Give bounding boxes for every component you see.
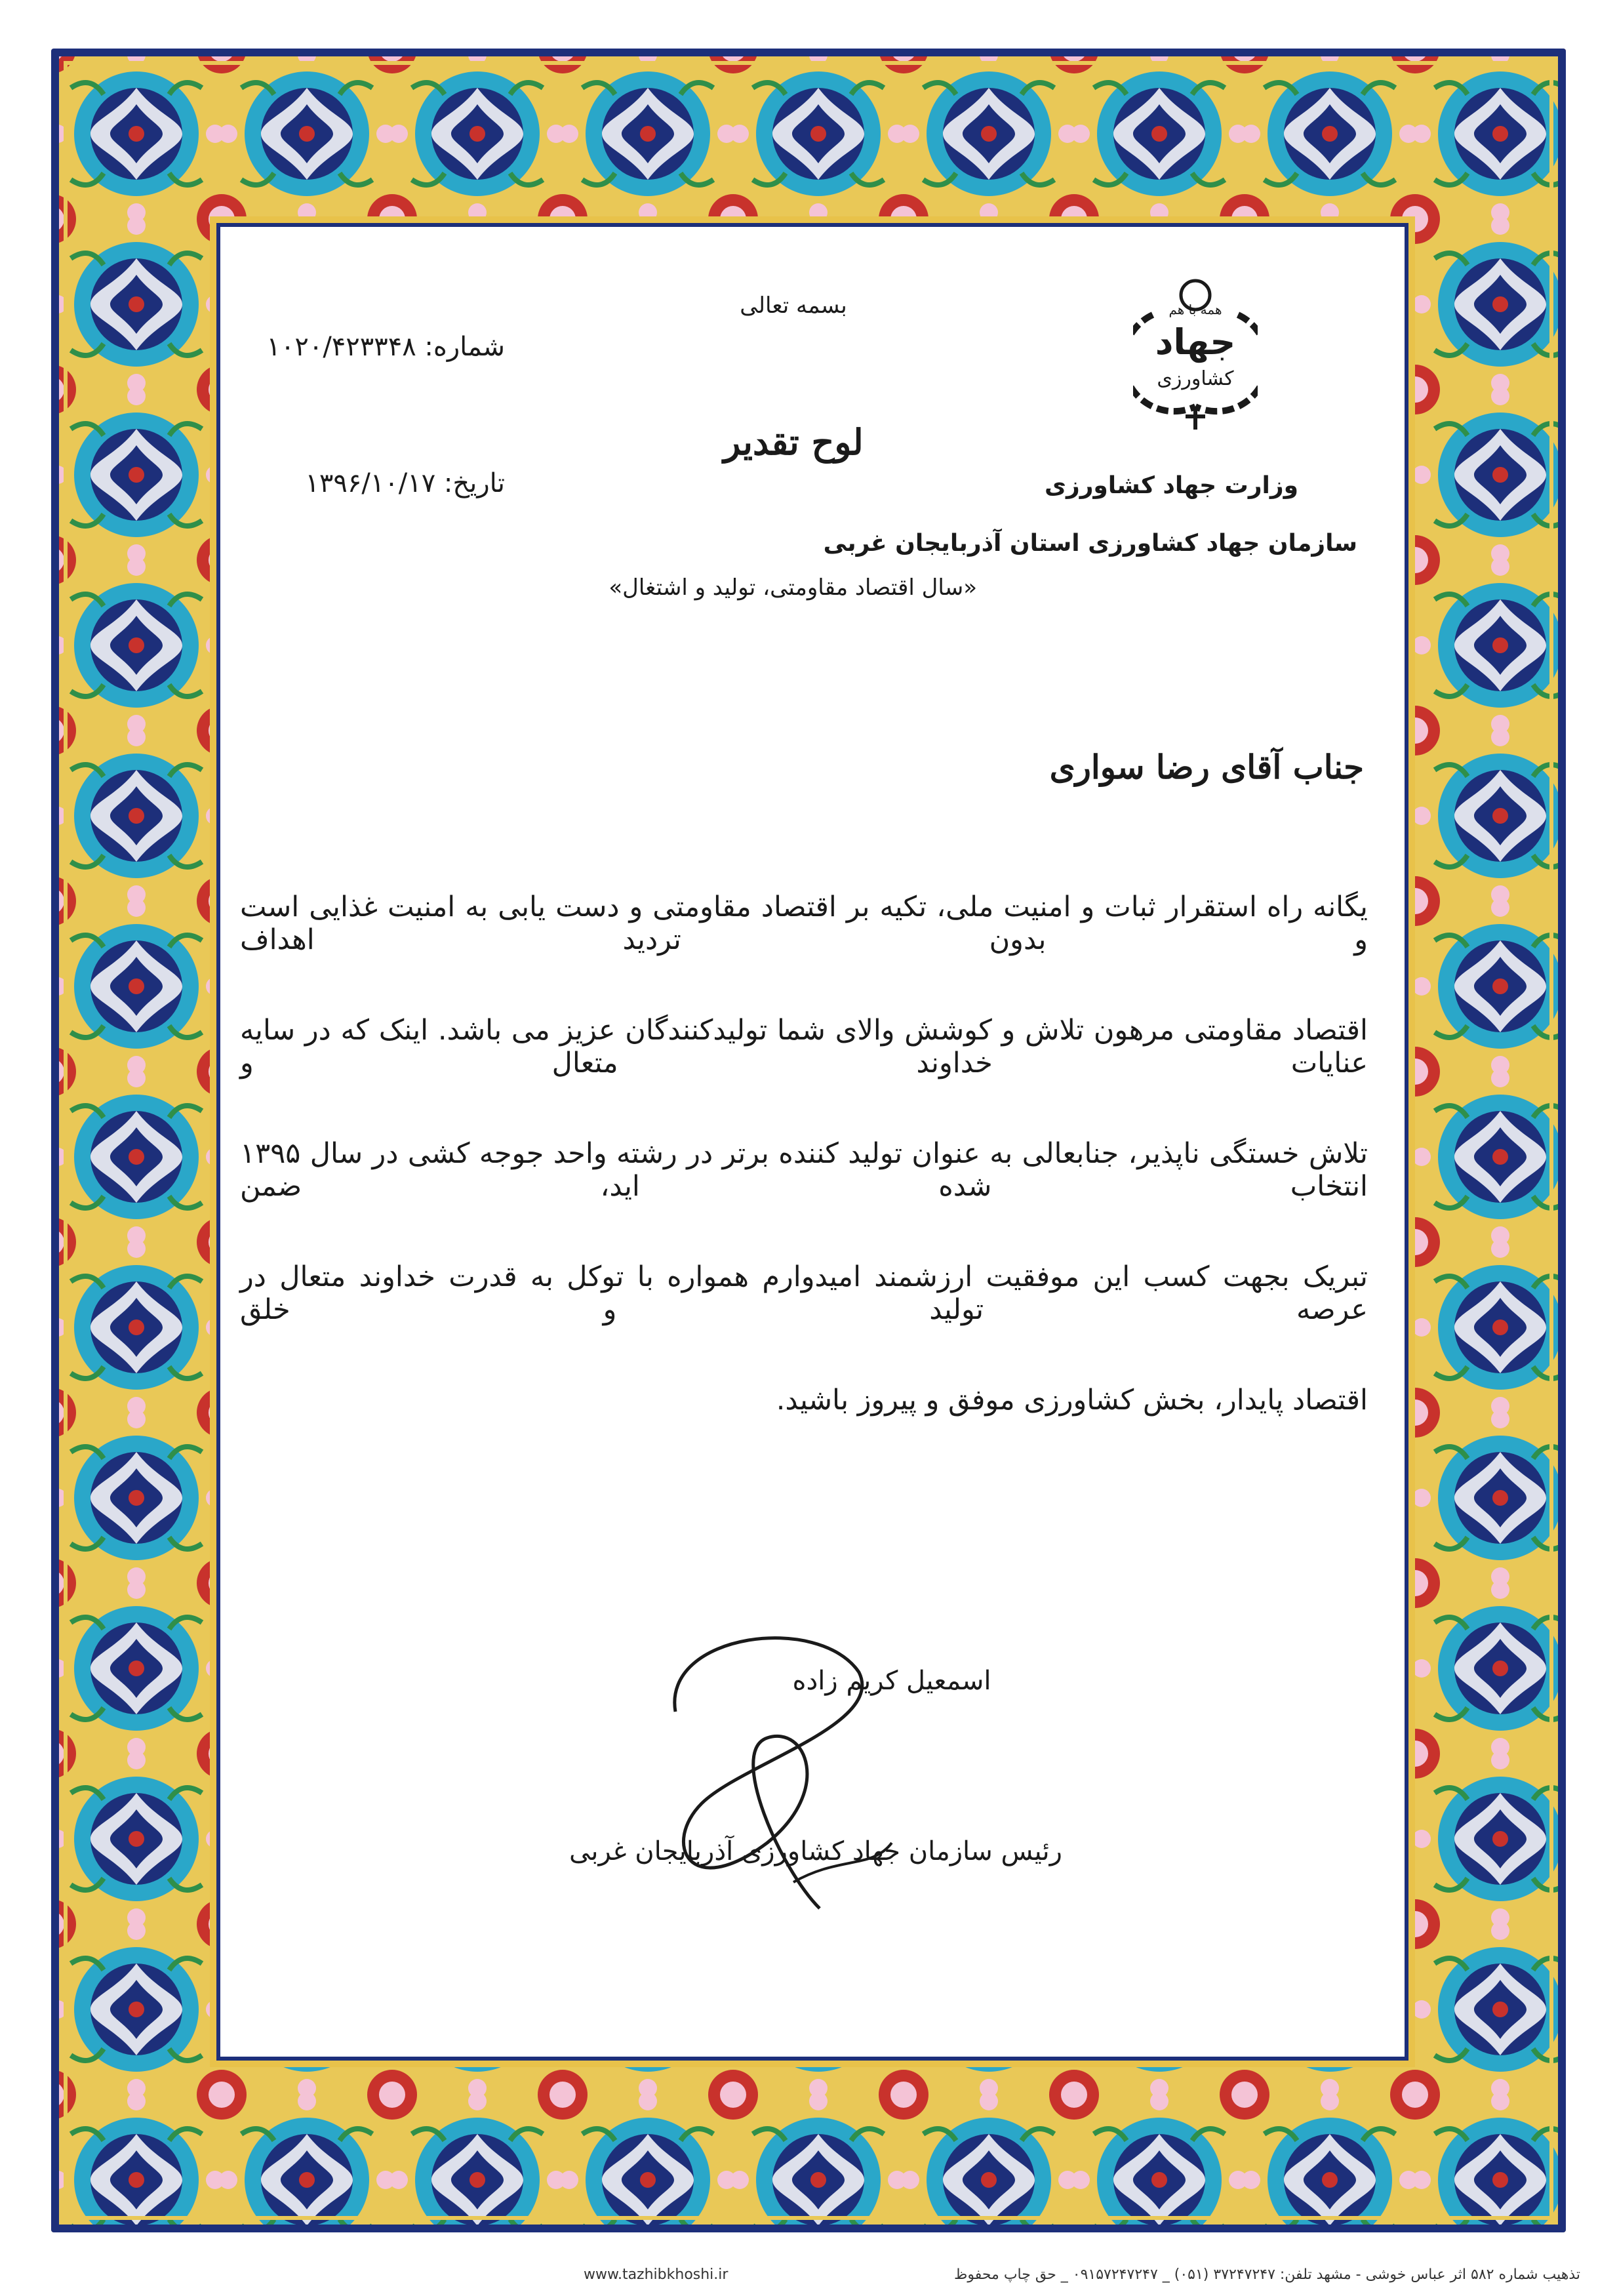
body-line-3: تلاش خستگی ناپذیر، جنابعالی به عنوان تولید کننده برتر در رشته واحد جوجه کشی در سال ۱۳۹۵ انتخاب شده اید، ضمن (240, 1137, 1368, 1203)
logo-main-text: جهاد (1155, 321, 1236, 363)
signatory-title: رئیس سازمان جهاد کشاورزی آذربایجان غربی (569, 1836, 1062, 1866)
jahad-keshavarzi-logo (1133, 275, 1258, 446)
logo-top-text: همه با هم (1168, 302, 1222, 317)
footer-website: www.tazhibkhoshi.ir (584, 2266, 729, 2283)
body-line-1: یگانه راه استقرار ثبات و امنیت ملی، تکیه بر اقتصاد مقاومتی و دست یابی به امنیت غذایی است و بدون تردید اهداف (240, 891, 1368, 956)
letter-date (282, 468, 505, 498)
number-label: شماره: (424, 332, 505, 362)
number-value: ۱۰۲۰/۴۲۳۳۴۸ (266, 332, 416, 362)
letter-number (266, 332, 505, 362)
body-line-2: اقتصاد مقاومتی مرهون تلاش و کوشش والای شما تولیدکنندگان عزیز می باشد. اینک که در سایه عنایات خداوند متعال و (240, 1014, 1368, 1079)
footer-credit: تذهیب شماره ۵۸۲ اثر عباس خوشی - مشهد تلفن: ۳۷۲۴۷۲۴۷ (۰۵۱) _ ۰۹۱۵۷۲۴۷۲۴۷ _ حق چاپ محفوظ (954, 2266, 1580, 2283)
body-line-5: اقتصاد پایدار، بخش کشاورزی موفق و پیروز باشید. (776, 1384, 1368, 1417)
signatory-name: اسمعیل کریم زاده (792, 1666, 991, 1696)
handwritten-signature (623, 1594, 1029, 1935)
year-slogan: «سال اقتصاد مقاومتی، تولید و اشتغال» (609, 574, 977, 601)
invocation: بسمه تعالی (740, 292, 847, 319)
body-line-4: تبریک بجهت کسب این موفقیت ارزشمند امیدوارم همواره با توکل به قدرت خداوند متعال در عرصه تولید و خلق (240, 1260, 1368, 1326)
certificate-title: لوح تقدیر (723, 421, 864, 463)
date-label: تاریخ: (443, 468, 505, 498)
date-value: ۱۳۹۶/۱۰/۱۷ (305, 468, 436, 498)
recipient: جناب آقای رضا سواری (1049, 748, 1364, 786)
logo-sub-text: کشاورزی (1157, 367, 1234, 390)
organization-name: سازمان جهاد کشاورزی استان آذربایجان غربی (823, 530, 1357, 557)
ministry-name: وزارت جهاد کشاورزی (1044, 472, 1298, 499)
